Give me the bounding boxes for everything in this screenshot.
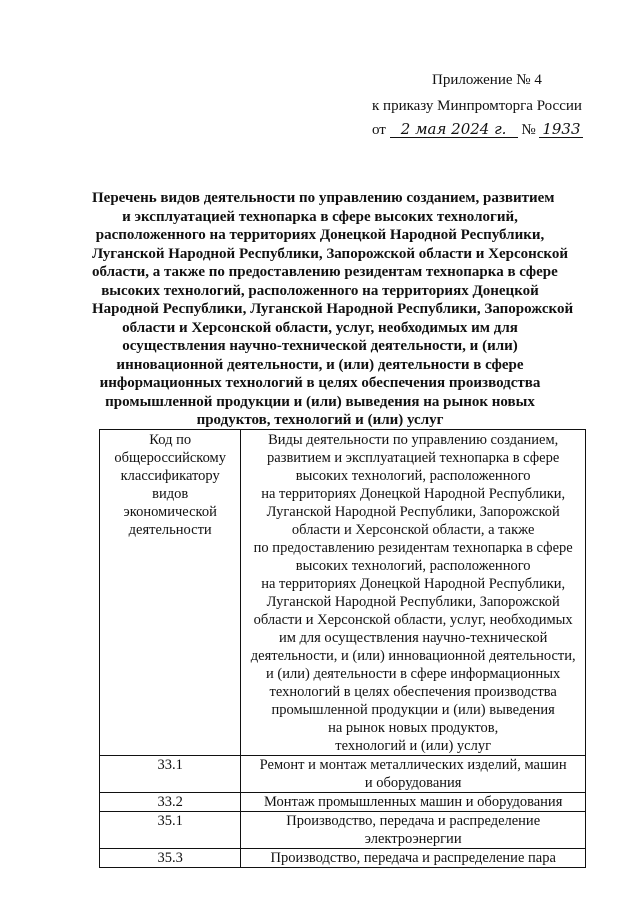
header-code-cell bbox=[100, 430, 241, 756]
number-prefix: № bbox=[521, 122, 536, 138]
activity-line: Ремонт и монтаж металлических изделий, машин bbox=[259, 757, 567, 773]
table-row bbox=[100, 756, 586, 793]
header-code-line: Код по bbox=[149, 432, 192, 448]
heading-line: продуктов, технологий и (или) услуг bbox=[196, 412, 444, 428]
document-heading bbox=[92, 189, 574, 430]
activity-line: Монтаж промышленных машин и оборудования bbox=[263, 794, 563, 810]
activity-cell bbox=[241, 793, 586, 812]
activity-cell bbox=[241, 756, 586, 793]
table-row bbox=[100, 793, 586, 812]
header-code-line: классификатору bbox=[120, 468, 220, 484]
heading-line: области, а также по предоставлению резидентам технопарка в сфере bbox=[92, 264, 558, 280]
appendix-order: к приказу Минпромторга России bbox=[372, 98, 582, 114]
heading-line: высоких технологий, расположенного на территориях Донецкой bbox=[101, 282, 539, 299]
header-activities-line: Виды деятельности по управлению созданием, bbox=[268, 432, 559, 448]
header-activities-line: развитием и эксплуатацией технопарка в сфере bbox=[267, 450, 560, 466]
header-code-line: общероссийскому bbox=[114, 450, 226, 466]
activity-line: Производство, передача и распределение bbox=[286, 813, 541, 829]
header-code-line: видов bbox=[152, 486, 189, 502]
header-activities-line: и (или) деятельности в сфере информационных bbox=[266, 666, 561, 682]
header-activities-line: им для осуществления научно-технической bbox=[278, 630, 548, 646]
code-cell: 35.1 bbox=[100, 812, 241, 849]
code-cell: 33.1 bbox=[100, 756, 241, 793]
header-activities-line: Луганской Народной Республики, Запорожской bbox=[266, 504, 560, 520]
header-activities-line: области и Херсонской области, а также bbox=[291, 522, 535, 538]
header-activities-line: технологий и (или) услуг bbox=[335, 738, 492, 754]
handwritten-date: 2 мая 2024 г. bbox=[390, 121, 518, 138]
header-activities-line: Луганской Народной Республики, Запорожской bbox=[266, 594, 560, 610]
header-activities-line: деятельности, и (или) инновационной деятельности, bbox=[250, 648, 576, 664]
appendix-date-line bbox=[372, 121, 583, 139]
heading-line: Луганской Народной Республики, Запорожской области и Херсонской bbox=[92, 245, 568, 262]
header-activities-line: промышленной продукции и (или) выведения bbox=[271, 702, 555, 718]
header-activities-line: по предоставлению резидентам технопарка в сфере bbox=[253, 540, 573, 556]
activity-cell bbox=[241, 812, 586, 849]
appendix-title: Приложение № 4 bbox=[432, 72, 542, 88]
code-cell: 33.2 bbox=[100, 793, 241, 812]
heading-line: промышленной продукции и (или) выведения на рынок новых bbox=[105, 393, 535, 410]
table-row bbox=[100, 849, 586, 868]
header-code-line: деятельности bbox=[128, 522, 212, 538]
activity-line: и оборудования bbox=[364, 775, 462, 791]
header-activities-line: технологий в целях обеспечения производства bbox=[269, 684, 557, 700]
header-activities-cell bbox=[241, 430, 586, 756]
header-activities-line: высоких технологий, расположенного bbox=[295, 558, 531, 574]
header-activities-line: области и Херсонской области, услуг, необходимых bbox=[253, 612, 573, 628]
header-activities-line: на территориях Донецкой Народной Республики, bbox=[261, 576, 566, 592]
handwritten-number: 1933 bbox=[539, 121, 583, 138]
activity-line: Производство, передача и распределение пара bbox=[270, 850, 556, 866]
heading-line: осуществления научно-технической деятельности, и (или) bbox=[122, 338, 518, 354]
heading-line: области и Херсонской области, услуг, необходимых им для bbox=[122, 319, 518, 336]
heading-line: расположенного на территориях Донецкой Народной Республики, bbox=[95, 227, 545, 243]
heading-line: Народной Республики, Луганской Народной Республики, Запорожской bbox=[92, 301, 574, 317]
heading-line: информационных технологий в целях обеспечения производства bbox=[99, 375, 541, 391]
heading-line: и эксплуатацией технопарка в сфере высоких технологий, bbox=[122, 208, 518, 225]
activity-line: электроэнергии bbox=[364, 831, 462, 847]
code-cell: 35.3 bbox=[100, 849, 241, 868]
header-activities-line: на рынок новых продуктов, bbox=[328, 720, 499, 736]
table-header-row bbox=[100, 430, 586, 756]
activities-table bbox=[99, 429, 586, 868]
activity-cell bbox=[241, 849, 586, 868]
heading-line: инновационной деятельности, и (или) деятельности в сфере bbox=[116, 356, 524, 373]
heading-line: Перечень видов деятельности по управлению созданием, развитием bbox=[92, 190, 555, 206]
header-activities-line: высоких технологий, расположенного bbox=[295, 468, 531, 484]
table-row bbox=[100, 812, 586, 849]
header-activities-line: на территориях Донецкой Народной Республики, bbox=[261, 486, 566, 502]
date-prefix: от bbox=[372, 122, 386, 138]
header-code-line: экономической bbox=[123, 504, 217, 520]
